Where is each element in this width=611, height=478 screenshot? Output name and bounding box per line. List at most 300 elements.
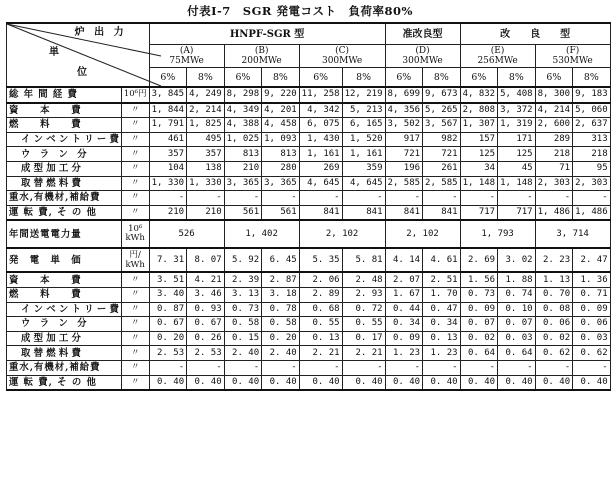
value-cell: 359 <box>342 161 385 176</box>
value-cell: 2. 48 <box>342 272 385 287</box>
header-pct-6: 6% <box>535 68 573 88</box>
row-label: 資 本 費 <box>7 103 122 118</box>
value-cell: 3. 18 <box>262 287 300 302</box>
value-cell: 2. 21 <box>342 346 385 361</box>
value-cell: 4, 214 <box>535 103 573 118</box>
value-cell: 4. 14 <box>385 248 423 272</box>
value-cell: 357 <box>149 147 187 162</box>
value-cell: 0. 72 <box>342 302 385 317</box>
value-cell: 2, 808 <box>460 103 498 118</box>
value-cell: 3, 502 <box>385 118 423 133</box>
value-cell: 0. 09 <box>573 302 611 317</box>
value-cell: 0. 73 <box>224 302 262 317</box>
value-cell: 4. 61 <box>423 248 461 272</box>
row-unit: 〃 <box>121 205 149 220</box>
header-pct-6: 6% <box>460 68 498 88</box>
table-row <box>7 360 611 375</box>
generation-value-cell: 3, 714 <box>535 220 610 248</box>
value-cell: 495 <box>187 132 225 147</box>
value-cell: 2, 303 <box>535 176 573 191</box>
value-cell: 210 <box>187 205 225 220</box>
value-cell: - <box>224 360 262 375</box>
row-label: 重水,有機材,補給費 <box>7 191 122 206</box>
value-cell: 4, 458 <box>262 118 300 133</box>
value-cell: 0. 40 <box>299 375 342 390</box>
header-pct-8: 8% <box>498 68 536 88</box>
row-label: 発 電 単 価 <box>7 248 122 272</box>
value-cell: 357 <box>187 147 225 162</box>
value-cell: - <box>262 191 300 206</box>
value-cell: 0. 06 <box>573 317 611 332</box>
value-cell: 280 <box>262 161 300 176</box>
row-label: 運 転 費, そ の 他 <box>7 375 122 390</box>
value-cell: 2. 69 <box>460 248 498 272</box>
table-row <box>7 331 611 346</box>
row-unit: 〃 <box>121 287 149 302</box>
table-row <box>7 346 611 361</box>
row-unit: 〃 <box>121 346 149 361</box>
value-cell: 3. 51 <box>149 272 187 287</box>
value-cell: 0. 62 <box>573 346 611 361</box>
value-cell: 1, 319 <box>498 118 536 133</box>
value-cell: 2, 214 <box>187 103 225 118</box>
value-cell: 1. 23 <box>423 346 461 361</box>
table-row <box>7 375 611 390</box>
value-cell: 1, 148 <box>460 176 498 191</box>
value-cell: 0. 58 <box>224 317 262 332</box>
corner-label-unit-b: 位 <box>77 67 90 78</box>
value-cell: - <box>460 191 498 206</box>
value-cell: 0. 34 <box>423 317 461 332</box>
value-cell: 0. 40 <box>498 375 536 390</box>
value-cell: 2. 23 <box>535 248 573 272</box>
table-row <box>7 87 611 103</box>
value-cell: 125 <box>460 147 498 162</box>
value-cell: 5, 265 <box>423 103 461 118</box>
value-cell: - <box>423 360 461 375</box>
value-cell: 5. 81 <box>342 248 385 272</box>
value-cell: 210 <box>149 205 187 220</box>
header-pct-6: 6% <box>299 68 342 88</box>
header-variant-3: (D) 300MWe <box>385 45 460 68</box>
generation-value-cell: 1, 793 <box>460 220 535 248</box>
row-label: ウ ラ ン 分 <box>7 317 122 332</box>
value-cell: - <box>187 360 225 375</box>
row-label: 成 型 加 工 分 <box>7 161 122 176</box>
value-cell: 3, 845 <box>149 87 187 103</box>
header-pct-6: 6% <box>385 68 423 88</box>
value-cell: - <box>342 360 385 375</box>
row-label: イ ン ベ ン ト リ ー 費 <box>7 302 122 317</box>
value-cell: 841 <box>385 205 423 220</box>
value-cell: 45 <box>498 161 536 176</box>
value-cell: 125 <box>498 147 536 162</box>
value-cell: 0. 44 <box>385 302 423 317</box>
table-row <box>7 118 611 133</box>
value-cell: 1, 825 <box>187 118 225 133</box>
value-cell: 813 <box>262 147 300 162</box>
row-unit: 〃 <box>121 331 149 346</box>
header-pct-8: 8% <box>342 68 385 88</box>
value-cell: 0. 40 <box>187 375 225 390</box>
value-cell: 2. 06 <box>299 272 342 287</box>
row-label: 資 本 費 <box>7 272 122 287</box>
value-cell: 2. 53 <box>187 346 225 361</box>
value-cell: 2, 600 <box>535 118 573 133</box>
value-cell: 0. 73 <box>460 287 498 302</box>
header-variant-2: (C) 300MWe <box>299 45 385 68</box>
value-cell: 218 <box>535 147 573 162</box>
value-cell: 9, 673 <box>423 87 461 103</box>
value-cell: 0. 87 <box>149 302 187 317</box>
row-unit: 〃 <box>121 191 149 206</box>
header-pct-6: 6% <box>149 68 187 88</box>
row-unit: 〃 <box>121 103 149 118</box>
corner-label-output: 炉 出 力 <box>74 27 127 38</box>
header-group-semi-improved: 准改良型 <box>385 23 460 45</box>
row-label: 取 替 燃 料 費 <box>7 176 122 191</box>
value-cell: 2, 303 <box>573 176 611 191</box>
value-cell: - <box>299 360 342 375</box>
value-cell: 0. 03 <box>498 331 536 346</box>
value-cell: 2. 39 <box>224 272 262 287</box>
value-cell: 0. 34 <box>385 317 423 332</box>
value-cell: 313 <box>573 132 611 147</box>
value-cell: 0. 02 <box>460 331 498 346</box>
table-row <box>7 176 611 191</box>
value-cell: 0. 78 <box>262 302 300 317</box>
corner-label-unit-a: 単 <box>49 47 62 58</box>
value-cell: 4, 388 <box>224 118 262 133</box>
value-cell: 4, 349 <box>224 103 262 118</box>
table-row <box>7 205 611 220</box>
table-row <box>7 272 611 287</box>
row-label: 運 転 費, そ の 他 <box>7 205 122 220</box>
header-corner-cell <box>7 23 150 87</box>
value-cell: 2. 93 <box>342 287 385 302</box>
value-cell: 0. 02 <box>535 331 573 346</box>
row-label: 総 年 間 経 費 <box>7 87 122 103</box>
value-cell: 8, 298 <box>224 87 262 103</box>
value-cell: - <box>149 191 187 206</box>
value-cell: 2. 07 <box>385 272 423 287</box>
row-label: 取 替 燃 料 費 <box>7 346 122 361</box>
generation-value-cell: 2, 102 <box>299 220 385 248</box>
value-cell: 2. 53 <box>149 346 187 361</box>
row-label: 燃 料 費 <box>7 118 122 133</box>
row-label: ウ ラ ン 分 <box>7 147 122 162</box>
value-cell: 0. 09 <box>460 302 498 317</box>
value-cell: 1, 161 <box>342 147 385 162</box>
table-title: 付表Ⅰ-7 SGR 発電コスト 負荷率80% <box>187 4 413 18</box>
value-cell: 261 <box>423 161 461 176</box>
value-cell: 1, 520 <box>342 132 385 147</box>
value-cell: 1, 330 <box>149 176 187 191</box>
table-row-generation <box>7 220 611 248</box>
value-cell: 0. 26 <box>187 331 225 346</box>
value-cell: 1. 23 <box>385 346 423 361</box>
value-cell: 196 <box>385 161 423 176</box>
value-cell: 7. 31 <box>149 248 187 272</box>
value-cell: 2, 585 <box>423 176 461 191</box>
value-cell: 0. 10 <box>498 302 536 317</box>
value-cell: - <box>224 191 262 206</box>
row-unit: 〃 <box>121 317 149 332</box>
value-cell: - <box>149 360 187 375</box>
value-cell: 717 <box>460 205 498 220</box>
header-group-hnpf: HNPF-SGR 型 <box>149 23 385 45</box>
value-cell: 4, 201 <box>262 103 300 118</box>
value-cell: 1. 67 <box>385 287 423 302</box>
value-cell: 4, 356 <box>385 103 423 118</box>
value-cell: 2. 89 <box>299 287 342 302</box>
value-cell: 4, 249 <box>187 87 225 103</box>
value-cell: 0. 70 <box>535 287 573 302</box>
value-cell: 813 <box>224 147 262 162</box>
value-cell: 917 <box>385 132 423 147</box>
row-unit: 〃 <box>121 161 149 176</box>
value-cell: - <box>573 191 611 206</box>
value-cell: 561 <box>262 205 300 220</box>
value-cell: 1, 430 <box>299 132 342 147</box>
generation-value-cell: 1, 402 <box>224 220 299 248</box>
value-cell: 1, 486 <box>573 205 611 220</box>
value-cell: 0. 67 <box>149 317 187 332</box>
value-cell: 171 <box>498 132 536 147</box>
value-cell: 0. 55 <box>299 317 342 332</box>
value-cell: - <box>535 360 573 375</box>
value-cell: 2. 47 <box>573 248 611 272</box>
value-cell: 0. 20 <box>262 331 300 346</box>
value-cell: 269 <box>299 161 342 176</box>
value-cell: - <box>342 191 385 206</box>
value-cell: 0. 07 <box>460 317 498 332</box>
value-cell: - <box>498 360 536 375</box>
value-cell: 0. 71 <box>573 287 611 302</box>
value-cell: 0. 20 <box>149 331 187 346</box>
value-cell: 6, 165 <box>342 118 385 133</box>
value-cell: 1, 093 <box>262 132 300 147</box>
value-cell: 0. 67 <box>187 317 225 332</box>
value-cell: 2, 585 <box>385 176 423 191</box>
value-cell: 5, 408 <box>498 87 536 103</box>
value-cell: 461 <box>149 132 187 147</box>
value-cell: 0. 13 <box>299 331 342 346</box>
value-cell: 0. 40 <box>149 375 187 390</box>
value-cell: 1. 13 <box>535 272 573 287</box>
value-cell: 3, 372 <box>498 103 536 118</box>
value-cell: 721 <box>385 147 423 162</box>
value-cell: 0. 03 <box>573 331 611 346</box>
value-cell: 9, 183 <box>573 87 611 103</box>
row-unit: 10⁶ kWh <box>121 220 149 248</box>
value-cell: 9, 220 <box>262 87 300 103</box>
value-cell: 0. 40 <box>535 375 573 390</box>
value-cell: 0. 17 <box>342 331 385 346</box>
value-cell: 8, 300 <box>535 87 573 103</box>
value-cell: 8, 699 <box>385 87 423 103</box>
value-cell: 0. 13 <box>423 331 461 346</box>
value-cell: 1, 791 <box>149 118 187 133</box>
value-cell: 561 <box>224 205 262 220</box>
value-cell: 1, 486 <box>535 205 573 220</box>
value-cell: - <box>299 191 342 206</box>
value-cell: 71 <box>535 161 573 176</box>
value-cell: 12, 219 <box>342 87 385 103</box>
value-cell: 841 <box>423 205 461 220</box>
header-pct-6: 6% <box>224 68 262 88</box>
generation-value-cell: 526 <box>149 220 224 248</box>
value-cell: 841 <box>299 205 342 220</box>
value-cell: - <box>385 191 423 206</box>
value-cell: 3. 40 <box>149 287 187 302</box>
value-cell: 5. 92 <box>224 248 262 272</box>
value-cell: 2. 40 <box>224 346 262 361</box>
value-cell: 218 <box>573 147 611 162</box>
row-unit: 〃 <box>121 176 149 191</box>
value-cell: 6, 075 <box>299 118 342 133</box>
value-cell: 721 <box>423 147 461 162</box>
value-cell: 4, 832 <box>460 87 498 103</box>
value-cell: - <box>187 191 225 206</box>
value-cell: - <box>423 191 461 206</box>
value-cell: 1, 025 <box>224 132 262 147</box>
row-unit: 円/ kWh <box>121 248 149 272</box>
row-unit: 10⁶円 <box>121 87 149 103</box>
value-cell: - <box>573 360 611 375</box>
value-cell: 34 <box>460 161 498 176</box>
table-row <box>7 302 611 317</box>
value-cell: 157 <box>460 132 498 147</box>
value-cell: 0. 40 <box>460 375 498 390</box>
value-cell: - <box>498 191 536 206</box>
value-cell: 3. 13 <box>224 287 262 302</box>
value-cell: 0. 15 <box>224 331 262 346</box>
value-cell: - <box>262 360 300 375</box>
header-group-improved: 改 良 型 <box>460 23 610 45</box>
value-cell: 5, 213 <box>342 103 385 118</box>
value-cell: 3, 567 <box>423 118 461 133</box>
value-cell: 982 <box>423 132 461 147</box>
value-cell: 0. 47 <box>423 302 461 317</box>
table-row <box>7 161 611 176</box>
value-cell: 8. 07 <box>187 248 225 272</box>
header-pct-8: 8% <box>573 68 611 88</box>
value-cell: - <box>460 360 498 375</box>
row-unit: 〃 <box>121 147 149 162</box>
value-cell: 5, 060 <box>573 103 611 118</box>
value-cell: 1. 70 <box>423 287 461 302</box>
value-cell: 0. 55 <box>342 317 385 332</box>
value-cell: 0. 08 <box>535 302 573 317</box>
value-cell: 0. 40 <box>224 375 262 390</box>
row-label: イ ン ベ ン ト リ ー 費 <box>7 132 122 147</box>
value-cell: 11, 258 <box>299 87 342 103</box>
value-cell: 289 <box>535 132 573 147</box>
value-cell: 841 <box>342 205 385 220</box>
value-cell: 1, 161 <box>299 147 342 162</box>
value-cell: 0. 93 <box>187 302 225 317</box>
header-variant-5: (F) 530MWe <box>535 45 610 68</box>
value-cell: 0. 62 <box>535 346 573 361</box>
header-variant-0: (A) 75MWe <box>149 45 224 68</box>
table-row <box>7 248 611 272</box>
value-cell: 0. 40 <box>262 375 300 390</box>
value-cell: 210 <box>224 161 262 176</box>
value-cell: 0. 64 <box>460 346 498 361</box>
value-cell: 0. 64 <box>498 346 536 361</box>
row-label: 成 型 加 工 分 <box>7 331 122 346</box>
value-cell: 1, 330 <box>187 176 225 191</box>
value-cell: 4. 21 <box>187 272 225 287</box>
value-cell: 4, 645 <box>342 176 385 191</box>
value-cell: 0. 09 <box>385 331 423 346</box>
row-unit: 〃 <box>121 272 149 287</box>
row-unit: 〃 <box>121 302 149 317</box>
value-cell: 1, 148 <box>498 176 536 191</box>
header-variant-4: (E) 256MWe <box>460 45 535 68</box>
value-cell: 0. 40 <box>385 375 423 390</box>
header-pct-8: 8% <box>187 68 225 88</box>
value-cell: 0. 40 <box>573 375 611 390</box>
value-cell: 0. 74 <box>498 287 536 302</box>
row-unit: 〃 <box>121 375 149 390</box>
value-cell: 0. 68 <box>299 302 342 317</box>
value-cell: 3. 02 <box>498 248 536 272</box>
row-label: 燃 料 費 <box>7 287 122 302</box>
value-cell: 138 <box>187 161 225 176</box>
value-cell: 3, 365 <box>262 176 300 191</box>
table-row <box>7 103 611 118</box>
value-cell: 3. 46 <box>187 287 225 302</box>
table-row <box>7 132 611 147</box>
value-cell: 717 <box>498 205 536 220</box>
value-cell: 2. 87 <box>262 272 300 287</box>
value-cell: - <box>385 360 423 375</box>
value-cell: 2. 40 <box>262 346 300 361</box>
value-cell: 0. 58 <box>262 317 300 332</box>
value-cell: 0. 07 <box>498 317 536 332</box>
value-cell: 3, 365 <box>224 176 262 191</box>
header-variant-1: (B) 200MWe <box>224 45 299 68</box>
row-label: 重水,有機材,補給費 <box>7 360 122 375</box>
value-cell: 0. 40 <box>423 375 461 390</box>
row-unit: 〃 <box>121 360 149 375</box>
value-cell: 4, 342 <box>299 103 342 118</box>
table-row <box>7 317 611 332</box>
value-cell: 5. 35 <box>299 248 342 272</box>
header-pct-8: 8% <box>262 68 300 88</box>
value-cell: 4, 645 <box>299 176 342 191</box>
value-cell: 1. 88 <box>498 272 536 287</box>
value-cell: 6. 45 <box>262 248 300 272</box>
value-cell: 1, 844 <box>149 103 187 118</box>
generation-value-cell: 2, 102 <box>385 220 460 248</box>
header-pct-8: 8% <box>423 68 461 88</box>
value-cell: - <box>535 191 573 206</box>
cost-table <box>6 22 611 391</box>
value-cell: 2. 21 <box>299 346 342 361</box>
table-row <box>7 147 611 162</box>
value-cell: 1. 36 <box>573 272 611 287</box>
value-cell: 0. 40 <box>342 375 385 390</box>
row-unit: 〃 <box>121 118 149 133</box>
table-row <box>7 287 611 302</box>
value-cell: 1, 307 <box>460 118 498 133</box>
value-cell: 2, 637 <box>573 118 611 133</box>
value-cell: 0. 06 <box>535 317 573 332</box>
value-cell: 2. 51 <box>423 272 461 287</box>
